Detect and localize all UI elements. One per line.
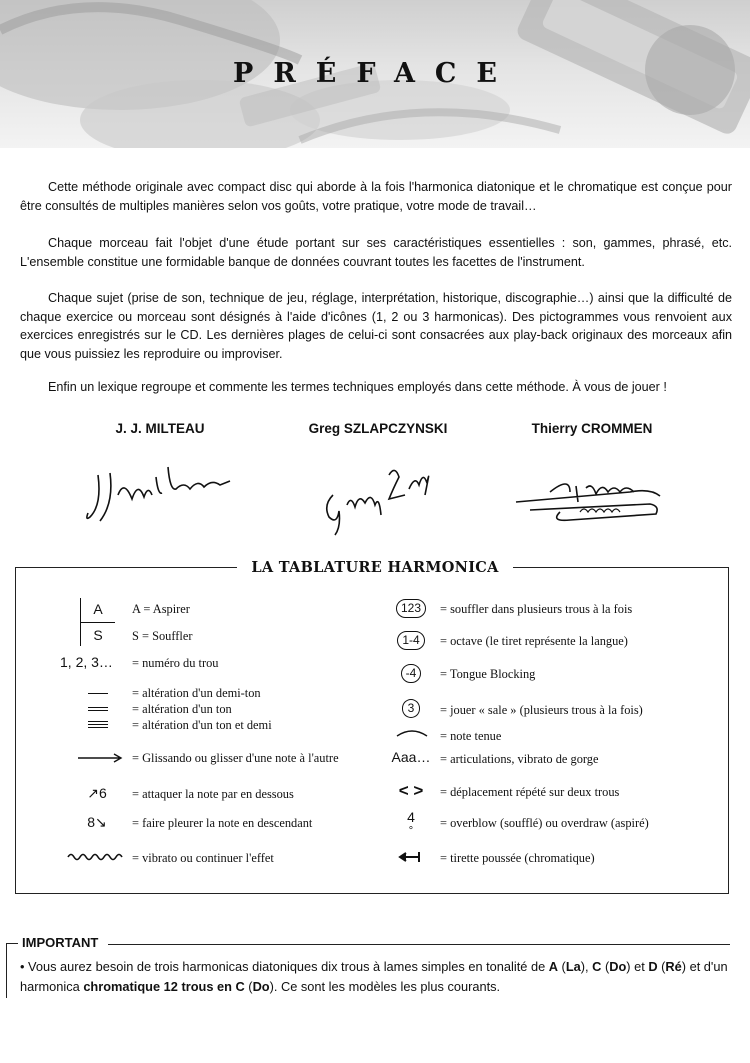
legend-tongue-blocking: = Tongue Blocking [440, 667, 536, 681]
important-text: ( [657, 959, 666, 974]
signature-szlapczynski [315, 455, 445, 540]
tone-and-half-symbol [88, 716, 108, 728]
slide-button-icon [397, 850, 423, 864]
legend-slide-button: = tirette poussée (chromatique) [440, 851, 595, 865]
author-name-crommen: Thierry CROMMEN [531, 421, 653, 436]
souffler-letter: S [93, 627, 103, 643]
circled-1-4: 1-4 [397, 631, 424, 650]
bend-up-symbol: ↗6 [87, 785, 107, 801]
legend-multi-hole: = souffler dans plusieurs trous à la fois [440, 602, 633, 616]
overblow-number: 4 [407, 809, 415, 825]
aspirer-letter: A [81, 598, 115, 623]
legend-tone-and-half: = altération d'un ton et demi [132, 718, 272, 732]
important-text: ( [601, 959, 610, 974]
important-text: ) et d'un harmonica [20, 959, 728, 994]
author-name-milteau: J. J. MILTEAU [115, 421, 205, 436]
important-text: ) et [626, 959, 649, 974]
important-text: ( [558, 959, 566, 974]
bend-down-symbol: 8↘ [87, 814, 107, 830]
circled-minus-4: -4 [401, 664, 422, 683]
held-note-arc-icon [395, 728, 429, 738]
page-title: PRÉFACE [233, 58, 517, 89]
aspirer-souffler-symbol [80, 598, 115, 646]
header-banner-image [0, 0, 750, 148]
important-text: Vous aurez besoin de trois harmonicas diatoniques dix trous à lames simples en tonalité de [24, 959, 549, 974]
whole-tone-symbol [88, 700, 108, 711]
legend-octave: = octave (le tiret représente la langue) [440, 634, 628, 648]
legend-overblow: = overblow (soufflé) ou overdraw (aspiré) [440, 816, 649, 830]
chromatic-harmonica-spec: chromatique 12 trous en C [83, 979, 245, 994]
signature-crommen [510, 462, 680, 532]
hole-number-symbol: 1, 2, 3… [60, 654, 113, 670]
intro-paragraph-1: Cette méthode originale avec compact disc qui aborde à la fois l'harmonica diatonique et le chromatique est conçue pour être consultés de multiples manières selon vos goûts, votre pratique, votre mode de travail… [20, 180, 732, 213]
key-do: Do [252, 979, 270, 994]
legend-glissando: = Glissando ou glisser d'une note à l'autre [132, 751, 339, 765]
tongue-blocking-symbol [390, 664, 432, 683]
glissando-arrow-icon [76, 751, 124, 765]
author-name-szlapczynski: Greg SZLAPCZYNSKI [308, 421, 448, 436]
key-d: D [648, 959, 658, 974]
circled-3: 3 [402, 699, 421, 718]
bullet: • [20, 959, 25, 974]
key-a: A [548, 959, 558, 974]
legend-bend-down: = faire pleurer la note en descendant [132, 816, 313, 830]
legend-whole-tone: = altération d'un ton [132, 702, 232, 716]
intro-paragraph-2: Chaque morceau fait l'objet d'une étude portant sur ses caractéristiques essentielles : son, gammes, phrasé, etc. L'ensemble constitue une formidable banque de données couvrant toutes les facettes de l'instrument. [20, 236, 732, 269]
legend-articulation: = articulations, vibrato de gorge [440, 752, 599, 766]
important-heading: IMPORTANT [22, 935, 104, 950]
legend-souffler: S = Souffler [132, 629, 193, 643]
intro-paragraph-3: Chaque sujet (prise de son, technique de jeu, réglage, interprétation, historique, discographie…) ainsi que la difficulté de chaque exercice ou morceau sont désignés à l'aide d'icônes (1, 2 ou 3 harmonicas). Des pictogrammes vous renvoient aux exercices enregistrés sur le CD. Les dernières plages de celui-ci sont consacrées aux play-back originaux des morceaux afin que vous puissiez les reproduire ou improviser. [20, 291, 732, 361]
important-text: ), [580, 959, 593, 974]
overblow-symbol [400, 810, 422, 838]
important-text: ). Ce sont les modèles les plus courants. [269, 979, 501, 994]
key-c: C [592, 959, 602, 974]
signature-milteau [80, 455, 240, 535]
intro-paragraph-4: Enfin un lexique regroupe et commente les termes techniques employés dans cette méthode. À vous de jouer ! [48, 380, 667, 394]
important-text: ( [244, 979, 253, 994]
key-la: La [565, 959, 581, 974]
octave-symbol [390, 631, 432, 650]
vibrato-wave-icon [66, 851, 124, 863]
dirty-play-symbol [390, 699, 432, 718]
legend-aspirer: A = Aspirer [132, 602, 190, 616]
multi-hole-symbol [390, 599, 432, 618]
overblow-degree: ° [408, 825, 414, 837]
legend-half-tone: = altération d'un demi-ton [132, 686, 261, 700]
legend-hole-number: = numéro du trou [132, 656, 219, 670]
tablature-title: LA TABLATURE HARMONICA [237, 559, 512, 576]
legend-held-note: = note tenue [440, 729, 502, 743]
circled-123: 123 [396, 599, 426, 618]
legend-dirty-play: = jouer « sale » (plusieurs trous à la fois) [440, 703, 643, 717]
half-tone-symbol [88, 684, 108, 694]
key-do: Do [609, 959, 627, 974]
alternating-holes-symbol: < > [398, 781, 424, 800]
important-note [20, 957, 732, 997]
legend-vibrato: = vibrato ou continuer l'effet [132, 851, 274, 865]
key-re: Ré [665, 959, 682, 974]
legend-alternating-holes: = déplacement répété sur deux trous [440, 785, 620, 799]
legend-bend-up: = attaquer la note par en dessous [132, 787, 294, 801]
articulation-symbol: Aaa… [391, 749, 431, 765]
